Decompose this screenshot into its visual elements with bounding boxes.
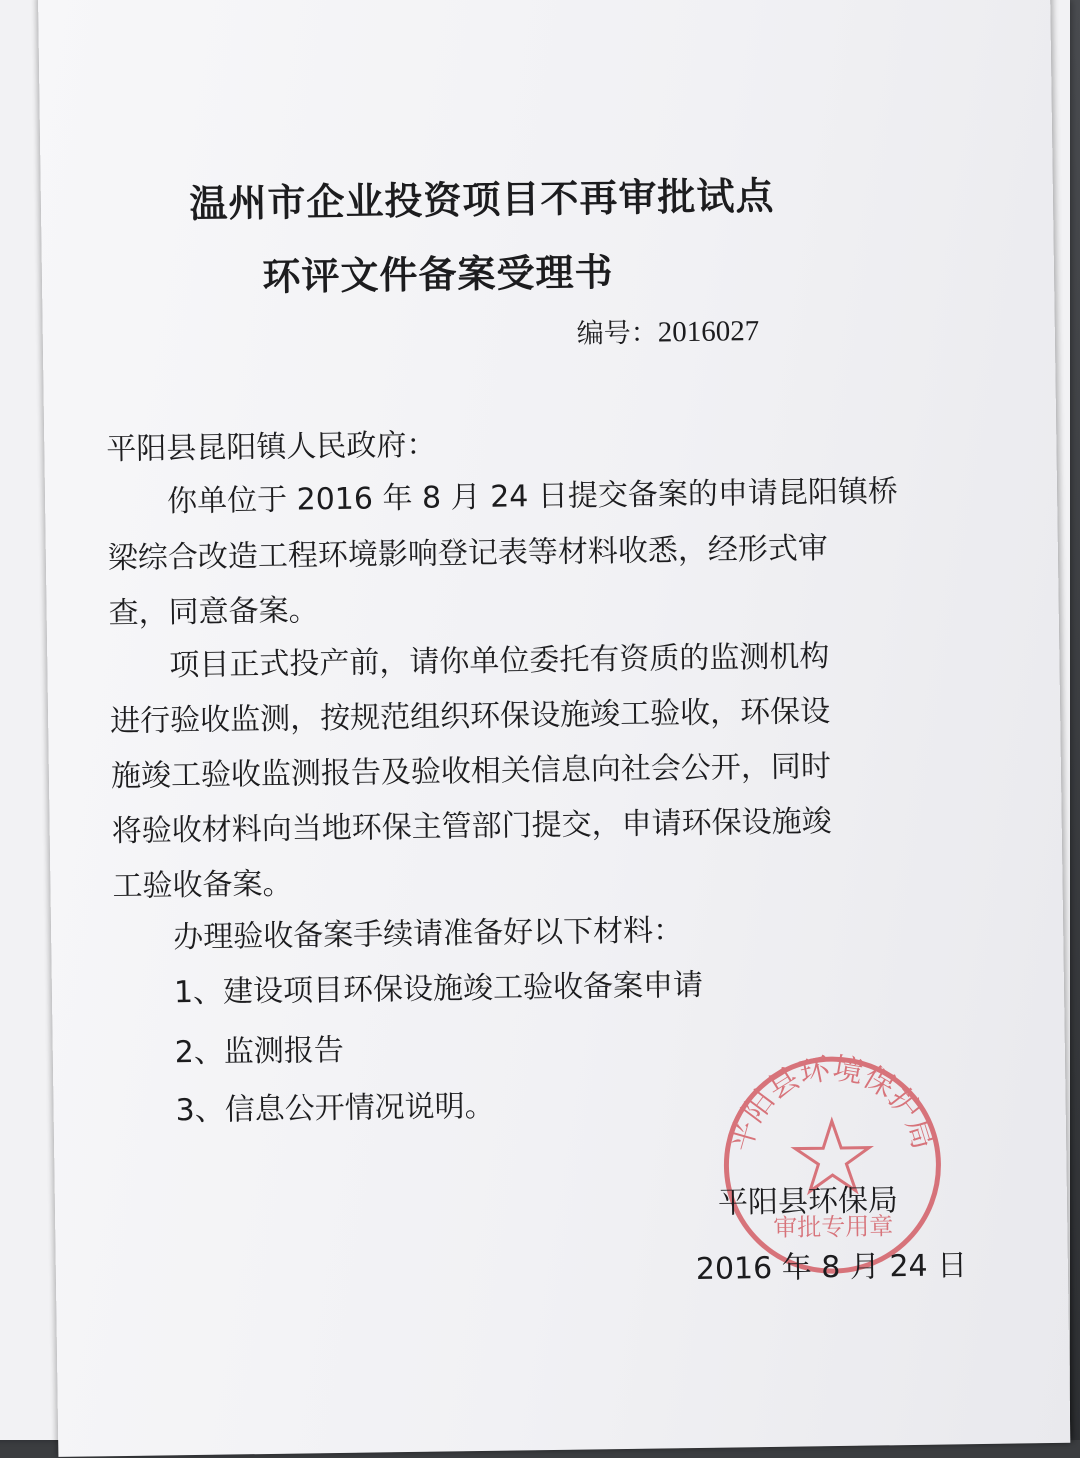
paragraph-1-line-3: 查，同意备案。 [108, 593, 319, 632]
paragraph-2-line-4: 将验收材料向当地环保主管部门提交，申请环保设施竣 [111, 804, 832, 850]
document-title-line2: 环评文件备案受理书 [262, 250, 614, 299]
material-item-2: 2、监测报告 [174, 1032, 345, 1071]
document-title-line1: 温州市企业投资项目不再审批试点 [189, 173, 775, 226]
seal-bottom-text: 审批专用章 [773, 1212, 894, 1242]
paragraph-2-line-5: 工验收备案。 [112, 866, 293, 905]
paragraph-1-line-1: 你单位于 2016 年 8 月 24 日提交备案的申请昆阳镇桥 [166, 474, 899, 520]
material-item-3: 3、信息公开情况说明。 [175, 1088, 495, 1129]
paragraph-2-line-1: 项目正式投产前，请你单位委托有资质的监测机构 [169, 639, 830, 684]
material-item-1: 1、建设项目环保设施竣工验收备案申请 [173, 967, 704, 1011]
document-number-value: 2016027 [657, 315, 760, 349]
paragraph-3-line-1: 办理验收备案手续请准备好以下材料： [172, 913, 684, 956]
paragraph-2-line-2: 进行验收监测，按规范组织环保设施竣工验收，环保设 [109, 694, 831, 740]
addressee: 平阳县昆阳镇人民政府： [106, 427, 437, 468]
signing-organization: 平阳县环保局 [717, 1183, 899, 1221]
document-number [576, 309, 759, 351]
paragraph-1-line-2: 梁综合改造工程环境影响登记表等材料收悉，经形式审 [107, 531, 829, 577]
document-number-label: 编号： [576, 317, 659, 350]
paragraph-2-line-3: 施竣工验收监测报告及验收相关信息向社会公开，同时 [110, 749, 832, 795]
document-page [38, 0, 1070, 1457]
seal-ring-text: 平阳县环境保护局 [723, 1051, 941, 1156]
signing-date: 2016 年 8 月 24 日 [695, 1248, 968, 1288]
